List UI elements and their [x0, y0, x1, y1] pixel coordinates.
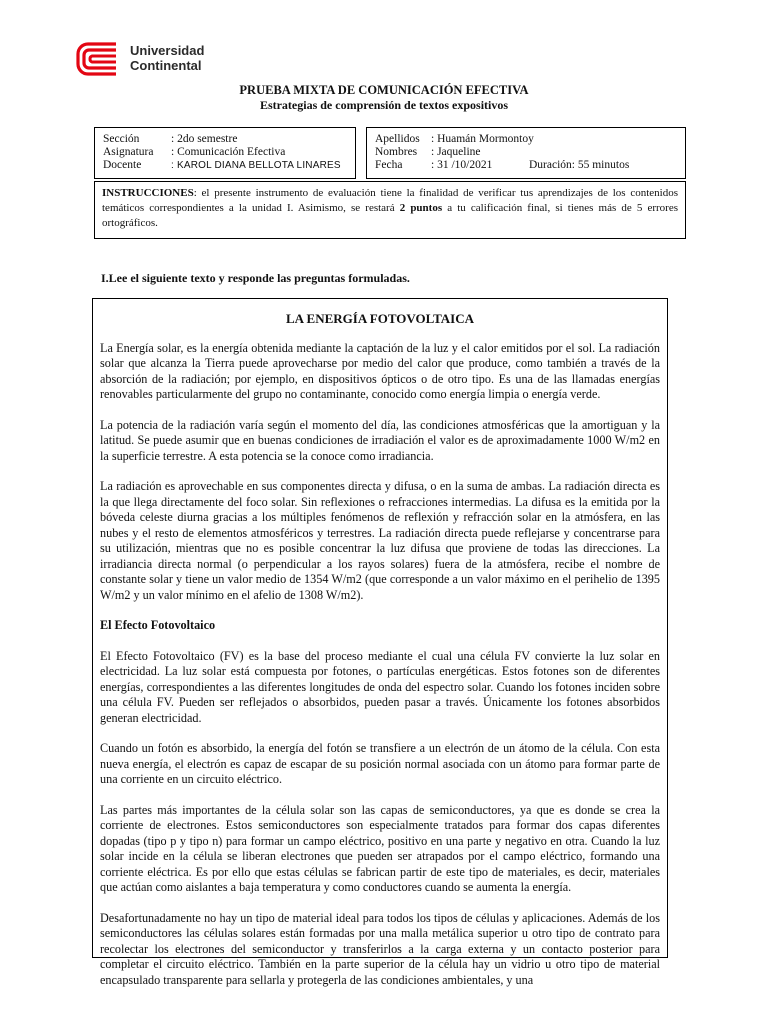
date-value: : 31 /10/2021 — [431, 159, 493, 171]
instructions-text-a: : el presente instrumento de evaluación tiene la finalidad de verificar tus aprendizajes de los contenidos temáticos correspondientes a la unidad I. Asimismo, se restará — [102, 187, 678, 214]
university-logo — [76, 40, 216, 78]
section-heading: I.Lee el siguiente texto y responde las preguntas formuladas. — [101, 271, 410, 285]
university-logo-icon — [76, 40, 120, 78]
reading-paragraph: La potencia de la radiación varía según el momento del día, las condiciones atmosféricas que la amortiguan y la latitud. Se puede asumir que en buenas condiciones de irradiación el valor es de aproximadamente 1000 W/m2 en la superficie terrestre. A esta potencia se la conoce como irradiancia. — [100, 417, 660, 463]
instructions-points: 2 puntos — [399, 202, 443, 214]
course-info-box — [94, 127, 356, 179]
course-info-row — [103, 159, 347, 172]
reading-paragraph: La radiación es aprovechable en sus componentes directa y difusa, o en la suma de ambas. La radiación directa es la que llega directamente del foco solar. Sin reflexiones o refracciones intermedias. La difusa es la emitida por la bóveda celeste diurna gracias a los múltiples fenómenos de reflexión y refracción solar en la atmósfera, en las nubes y el resto de elementos atmosféricos y terrestres. La radiación directa puede reflejarse y concentrarse para su utilización, mientras que no es posible concentrar la luz difusa que proviene de todas las direcciones. La irradiancia directa normal (o perpendicular a los rayos solares) fuera de la atmósfera, recibe el nombre de constante solar y tiene un valor medio de 1354 W/m2 (que corresponde a un valor máximo en el perihelio de 1395 W/m2 y un valor mínimo en el afelio de 1308 W/m2). — [100, 479, 660, 602]
section-value: : 2do semestre — [171, 133, 238, 145]
teacher-value: : KAROL DIANA BELLOTA LINARES — [171, 160, 341, 171]
course-info-row — [103, 133, 347, 146]
surname-value: : Huamán Mormontoy — [431, 133, 534, 145]
surname-label: Apellidos — [375, 133, 420, 145]
reading-subheading: El Efecto Fotovoltaico — [100, 618, 216, 632]
instructions-text-b: a tu calificación final, si tienes más de 5 errores ortográficos. — [102, 202, 679, 229]
duration: Duración: 55 minutos — [529, 159, 630, 171]
instructions-label: INSTRUCCIONES — [102, 187, 194, 199]
student-info-box — [366, 127, 686, 179]
logo-text — [130, 43, 204, 73]
date-label: Fecha — [375, 159, 403, 171]
reading-paragraph: Las partes más importantes de la célula solar son las capas de semiconductores, ya que es donde se crea la corriente de electrones. Estos semiconductores son especialmente tratados para formar dos capas diferentes dopadas (tipo p y tipo n) para formar un campo eléctrico, positivo en una parte y negativo en otra. Cuando la luz solar incide en la célula se liberan electrones que pueden ser atrapados por el campo eléctrico, formando una corriente eléctrica. Es por ello que estas células se fabrican partir de este tipo de materiales, es decir, materiales que actúan como aislantes a baja temperatura y como conductores cuando se aumenta la energía. — [100, 802, 660, 894]
student-info-row — [375, 133, 677, 146]
reading-paragraph: Desafortunadamente no hay un tipo de material ideal para todos los tipos de células y aplicaciones. Además de los semiconductores las células solares están formadas por una malla metálica superior u otro tipo de contrato para recolectar los electrones del semiconductor y transferirlos a la carga externa y un contacto posterior para completar el circuito eléctrico. También en la parte superior de la célula hay un vidrio u otro tipo de material encapsulado transparente para sellarla y protegerla de las condiciones ambientales, y una — [100, 910, 660, 987]
exam-subtitle: Estrategias de comprensión de textos expositivos — [259, 98, 509, 112]
section-label: Sección — [103, 133, 140, 145]
exam-title: PRUEBA MIXTA DE COMUNICACIÓN EFECTIVA — [239, 83, 529, 97]
logo-line-1: Universidad — [130, 43, 205, 58]
reading-paragraph: Cuando un fotón es absorbido, la energía del fotón se transfiere a un electrón de un átomo de la célula. Con esta nueva energía, el electrón es capaz de escapar de su posición normal asociada con un átomo para formar parte de una corriente en un circuito eléctrico. — [100, 741, 660, 786]
teacher-label: Docente — [103, 159, 142, 171]
instructions-box — [94, 181, 686, 239]
reading-title: LA ENERGÍA FOTOVOLTAICA — [285, 311, 475, 326]
reading-paragraph: El Efecto Fotovoltaico (FV) es la base del proceso mediante el cual una célula FV convierte la luz solar en electricidad. La luz solar está compuesta por fotones, o partículas energéticas. Estos fotones son de diferentes energías, correspondientes a las diferentes longitudes de onda del espectro solar. Cuando los fotones inciden sobre una célula FV. Pueden ser reflejados o absorbidos, pueden pasar a través. Únicamente los fotones absorbidos generan electricidad. — [100, 648, 660, 725]
logo-line-2: Continental — [130, 58, 202, 73]
name-value: : Jaqueline — [431, 146, 481, 158]
course-info-row — [103, 146, 347, 159]
name-label: Nombres — [375, 146, 418, 158]
student-info-row — [375, 146, 677, 159]
subject-value: : Comunicación Efectiva — [171, 146, 286, 158]
reading-paragraph: La Energía solar, es la energía obtenida mediante la captación de la luz y el calor emitidos por el sol. La radiación solar que alcanza la Tierra puede aprovecharse por medio del calor que produce, como también a través de la absorción de la radiación; por ejemplo, en dispositivos ópticos o de otro tipo. Es una de las llamadas energías renovables particularmente del grupo no contaminante, conocido como energía limpia o energía verde. — [100, 340, 660, 401]
reading-box — [92, 298, 668, 987]
student-info-row — [375, 159, 677, 172]
subject-label: Asignatura — [103, 146, 154, 158]
